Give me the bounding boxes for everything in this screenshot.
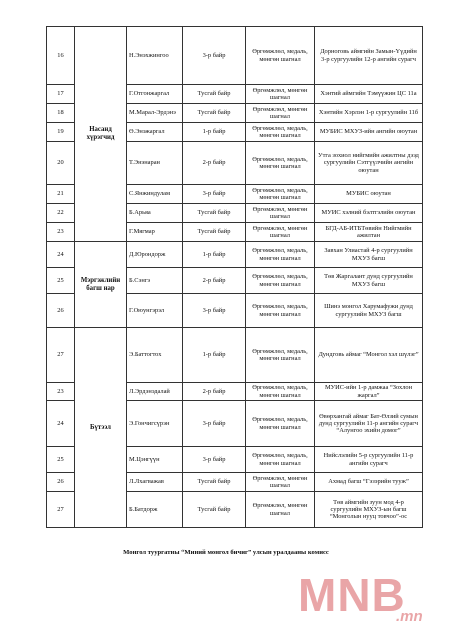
participant-name: Л.Лхагважав <box>127 473 183 492</box>
school-cell: Завхан Улиастай 4-р сургуулийн МХУЗ багш <box>315 242 423 268</box>
category-cell: Насанд хүрэгчид <box>75 27 127 242</box>
school-cell: Өвөрхангай аймаг Бат-Өлзий сумын дунд сургуулийн 11-р ангийн сурагч “Алунгоо эхийн домог” <box>315 401 423 447</box>
participant-name: М.Марал-Эрдэнэ <box>127 104 183 123</box>
school-cell: Ахмад багш “Гэзэрийн тууж” <box>315 473 423 492</box>
row-number: 27 <box>47 492 75 528</box>
school-cell: Дорноговь аймгийн Замын-Үүдийн 3-р сургуулийн 12-р ангийн сурагч <box>315 27 423 85</box>
row-number: 23 <box>47 383 75 401</box>
place-cell: 2-р байр <box>183 142 246 185</box>
award-cell: Өргөмжлөл, медаль, мөнгөн шагнал <box>246 123 315 142</box>
school-cell: МУБИС МХУЗ-ийн ангийн оюутан <box>315 123 423 142</box>
award-cell: Өргөмжлөл, медаль, мөнгөн шагнал <box>246 383 315 401</box>
school-cell: МУИС хэлний бэлтгэлийн оюутан <box>315 204 423 223</box>
school-cell: БГД-АБ-ИТБТөвийн Нийгмийн ажилтан <box>315 223 423 242</box>
participant-name: Б.Батдорж <box>127 492 183 528</box>
row-number: 22 <box>47 204 75 223</box>
award-cell: Өргөмжлөл, мөнгөн шагнал <box>246 85 315 104</box>
row-number: 26 <box>47 294 75 328</box>
school-cell: МУИС-ийн 1-р дамжаа “Зохлон жаргал” <box>315 383 423 401</box>
watermark-logo-text: MNB <box>298 569 406 621</box>
place-cell: Тусгай байр <box>183 473 246 492</box>
award-cell: Өргөмжлөл, мөнгөн шагнал <box>246 223 315 242</box>
school-cell: Хэнтийн Хэрлэн 1-р сургуулийн 11б <box>315 104 423 123</box>
row-number: 21 <box>47 185 75 204</box>
school-cell: Утга зохиол нийгмийн ажилтны дээд сургуулийн Сэтгүүлчийн ангийн оюутан <box>315 142 423 185</box>
award-cell: Өргөмжлөл, медаль, мөнгөн шагнал <box>246 185 315 204</box>
participant-name: Э.Баттогтох <box>127 328 183 383</box>
place-cell: 2-р байр <box>183 268 246 294</box>
participant-name: Н.Энэхжингоо <box>127 27 183 85</box>
participant-name: Т.Энэнаран <box>127 142 183 185</box>
place-cell: 3-р байр <box>183 401 246 447</box>
category-cell: Мэргэжлийн багш нар <box>75 242 127 328</box>
mnb-watermark-logo <box>298 568 448 632</box>
place-cell: Тусгай байр <box>183 223 246 242</box>
award-cell: Өргөмжлөл, мөнгөн шагнал <box>246 492 315 528</box>
place-cell: 3-р байр <box>183 185 246 204</box>
row-number: 27 <box>47 328 75 383</box>
place-cell: 1-р байр <box>183 328 246 383</box>
row-number: 23 <box>47 223 75 242</box>
award-cell: Өргөмжлөл, мөнгөн шагнал <box>246 473 315 492</box>
row-number: 19 <box>47 123 75 142</box>
table-row <box>47 242 423 268</box>
place-cell: 1-р байр <box>183 123 246 142</box>
participant-name: Ө.Энэжаргал <box>127 123 183 142</box>
award-cell: Өргөмжлөл, медаль, мөнгөн шагнал <box>246 268 315 294</box>
school-cell: Дундговь аймаг “Монгол хэл шүлэг” <box>315 328 423 383</box>
participant-name: Б.Арьяа <box>127 204 183 223</box>
place-cell: 3-р байр <box>183 294 246 328</box>
place-cell: Тусгай байр <box>183 104 246 123</box>
category-cell: Бүтээл <box>75 328 127 528</box>
row-number: 24 <box>47 242 75 268</box>
award-cell: Өргөмжлөл, медаль, мөнгөн шагнал <box>246 447 315 473</box>
award-cell: Өргөмжлөл, медаль, мөнгөн шагнал <box>246 294 315 328</box>
row-number: 17 <box>47 85 75 104</box>
participant-name: С.Янжиндулам <box>127 185 183 204</box>
school-cell: Хэнтий аймгийн Тэмүүжин ЦС 11а <box>315 85 423 104</box>
participant-name: Г.Отгонжаргал <box>127 85 183 104</box>
award-cell: Өргөмжлөл, медаль, мөнгөн шагнал <box>246 328 315 383</box>
participant-name: Г.Мягмар <box>127 223 183 242</box>
row-number: 18 <box>47 104 75 123</box>
participant-name: Б.Сэнгэ <box>127 268 183 294</box>
place-cell: 1-р байр <box>183 242 246 268</box>
row-number: 26 <box>47 473 75 492</box>
table-row <box>47 328 423 383</box>
award-cell: Өргөмжлөл, медаль, мөнгөн шагнал <box>246 242 315 268</box>
award-cell: Өргөмжлөл, мөнгөн шагнал <box>246 104 315 123</box>
row-number: 20 <box>47 142 75 185</box>
row-number: 16 <box>47 27 75 85</box>
place-cell: Тусгай байр <box>183 85 246 104</box>
school-cell: Төв аймгийн зуун мод 4-р сургуулийн МХУЗ-ын багш “Монголын нууц товчоо”-ос <box>315 492 423 528</box>
participant-name: Г.Оюунгэрэл <box>127 294 183 328</box>
place-cell: 2-р байр <box>183 383 246 401</box>
row-number: 24 <box>47 401 75 447</box>
award-cell: Өргөмжлөл, мөнгөн шагнал <box>246 204 315 223</box>
row-number: 25 <box>47 268 75 294</box>
commission-signature: Монгол туургатны “Миний монгол бичиг” улсын уралдааны комисс <box>123 549 329 556</box>
participant-name: Л.Эрдэнэдалай <box>127 383 183 401</box>
school-cell: МУБИС оюутан <box>315 185 423 204</box>
school-cell: Шинэ монгол Харумафужи дунд сургуулийн МХУЗ багш <box>315 294 423 328</box>
place-cell: 3-р байр <box>183 27 246 85</box>
award-cell: Өргөмжлөл, медаль, мөнгөн шагнал <box>246 142 315 185</box>
watermark-domain-text: .mn <box>396 608 423 625</box>
place-cell: 3-р байр <box>183 447 246 473</box>
participant-name: Д.Юрондорж <box>127 242 183 268</box>
school-cell: Төв Жаргалант дунд сургуулийн МХУЗ багш <box>315 268 423 294</box>
results-table <box>46 26 423 528</box>
place-cell: Тусгай байр <box>183 492 246 528</box>
award-cell: Өргөмжлөл, медаль, мөнгөн шагнал <box>246 401 315 447</box>
place-cell: Тусгай байр <box>183 204 246 223</box>
award-cell: Өргөмжлөл, медаль, мөнгөн шагнал <box>246 27 315 85</box>
participant-name: Э.Гончигсүрэн <box>127 401 183 447</box>
table-row <box>47 27 423 85</box>
school-cell: Нийслэлийн 5-р сургуулийн 11-р ангийн сурагч <box>315 447 423 473</box>
participant-name: М.Цэнгүүн <box>127 447 183 473</box>
row-number: 25 <box>47 447 75 473</box>
